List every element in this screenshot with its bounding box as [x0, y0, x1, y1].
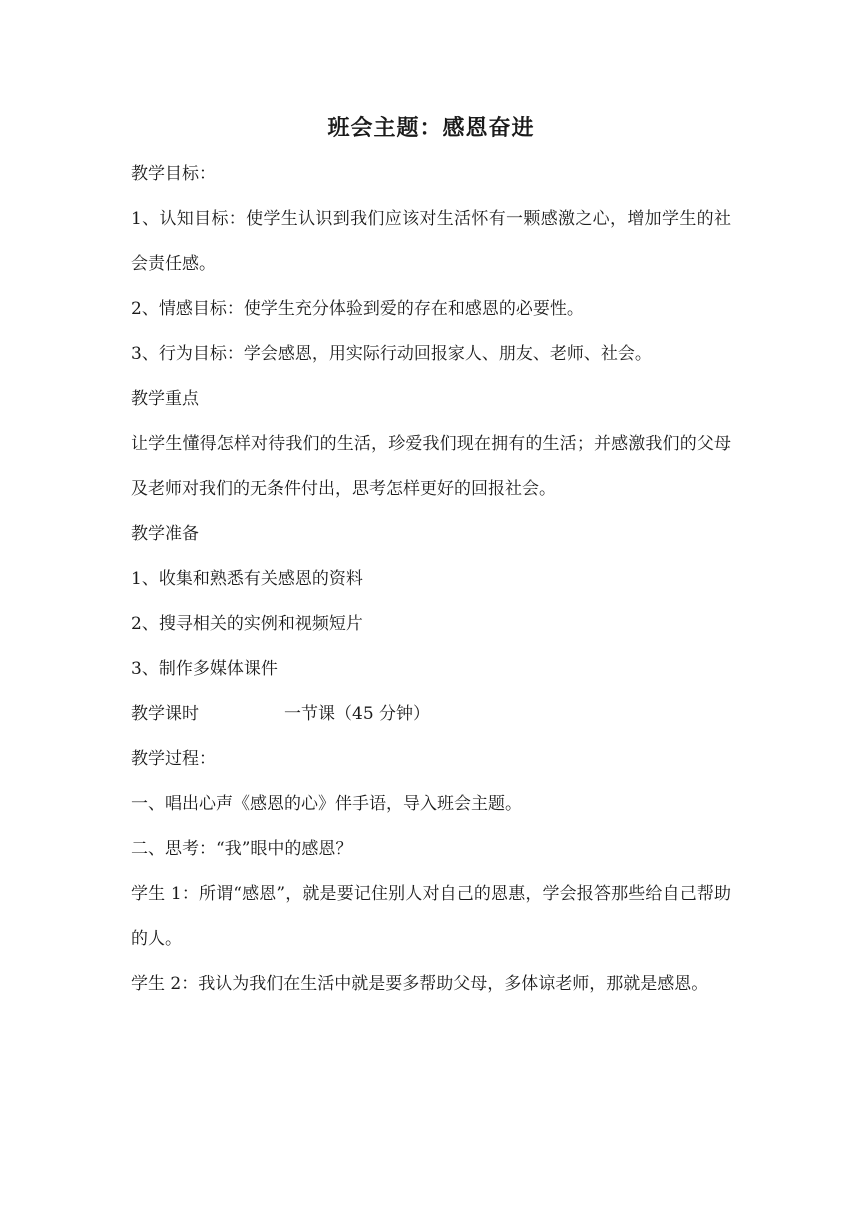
duration-row [131, 692, 731, 737]
objectives-heading: 教学目标： [131, 164, 216, 184]
objective-emotional: 2、情感目标：使学生充分体验到爱的存在和感恩的必要性。 [131, 299, 584, 319]
preparation-item-2: 2、搜寻相关的实例和视频短片 [131, 614, 363, 634]
student-1-answer: 学生 1：所谓“感恩”，就是要记住别人对自己的恩惠，学会报答那些给自己帮助的人。 [131, 884, 731, 949]
student-2-answer: 学生 2：我认为我们在生活中就是要多帮助父母，多体谅老师，那就是感恩。 [131, 974, 709, 994]
objective-behavioral: 3、行为目标：学会感恩，用实际行动回报家人、朋友、老师、社会。 [131, 344, 652, 364]
document-title: 班会主题：感恩奋进 [327, 115, 535, 141]
process-step-1: 一、唱出心声《感恩的心》伴手语，导入班会主题。 [131, 794, 522, 814]
duration-label: 教学课时 [131, 704, 199, 724]
preparation-heading: 教学准备 [131, 524, 199, 544]
preparation-item-3: 3、制作多媒体课件 [131, 659, 278, 679]
process-step-2: 二、思考：“我”眼中的感恩？ [131, 839, 353, 859]
document-body [131, 108, 731, 1007]
preparation-item-1: 1、收集和熟悉有关感恩的资料 [131, 569, 363, 589]
process-heading: 教学过程： [131, 749, 216, 769]
keypoints-text: 让学生懂得怎样对待我们的生活，珍爱我们现在拥有的生活；并感激我们的父母及老师对我们的无条件付出，思考怎样更好的回报社会。 [131, 434, 731, 499]
duration-value: 一节课（45 分钟） [284, 704, 431, 724]
objective-cognitive: 1、认知目标：使学生认识到我们应该对生活怀有一颗感激之心，增加学生的社会责任感。 [131, 209, 731, 274]
keypoints-heading: 教学重点 [131, 389, 199, 409]
